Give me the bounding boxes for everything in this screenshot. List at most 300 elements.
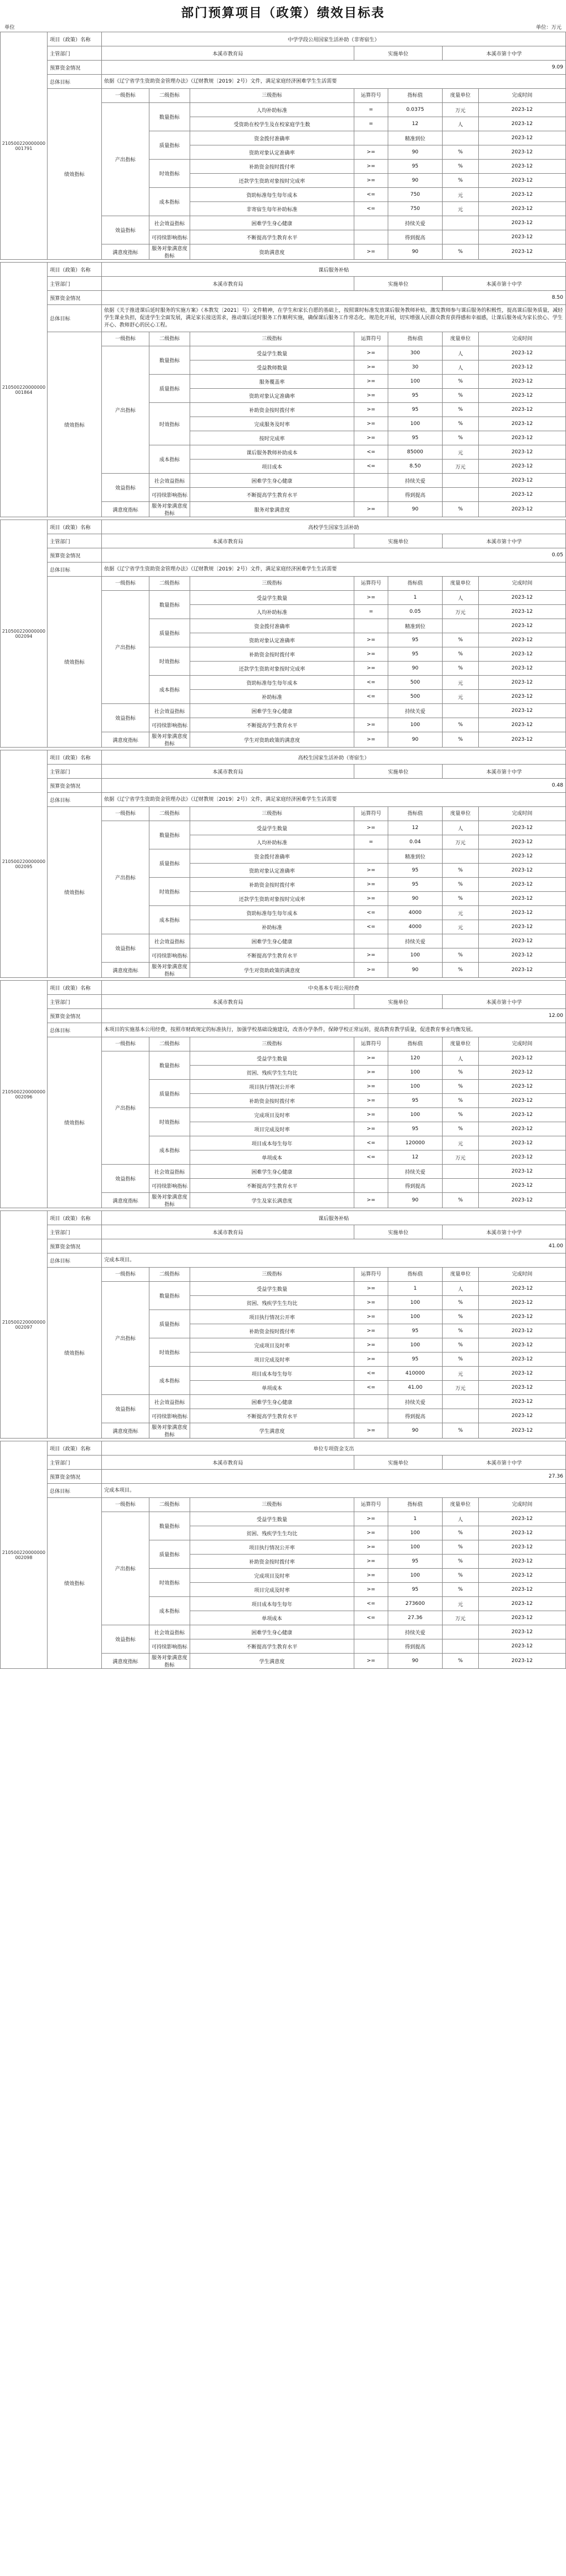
project-name-label: 项目（政策）名称 — [47, 520, 101, 534]
indicator-time: 2023-12 — [478, 1569, 565, 1583]
overall-goal: 完成本项目。 — [101, 1484, 565, 1498]
indicator-time: 2023-12 — [478, 963, 565, 978]
header-operator: 运算符号 — [354, 332, 388, 346]
indicator-level2: 质量指标 — [149, 131, 190, 160]
exec-unit-value: 本溪市第十中学 — [442, 1225, 565, 1239]
indicator-time: 2023-12 — [478, 244, 565, 260]
indicator-level3: 不断提高学生教育水平 — [190, 230, 354, 244]
indicator-operator: >= — [354, 732, 388, 748]
indicator-time: 2023-12 — [478, 1324, 565, 1338]
indicator-operator: >= — [354, 1353, 388, 1367]
indicator-unit: % — [442, 375, 478, 389]
indicator-value: 90 — [388, 963, 442, 978]
indicator-level2: 服务对象满意度指标 — [149, 732, 190, 748]
indicator-value: 100 — [388, 948, 442, 963]
indicator-value: 95 — [388, 647, 442, 662]
indicator-level3: 受益教师数量 — [190, 360, 354, 375]
perf-label: 绩效指标 — [47, 577, 101, 748]
indicator-level3: 学生满意度 — [190, 1423, 354, 1439]
indicator-level1: 效益指标 — [101, 1625, 149, 1654]
indicator-time: 2023-12 — [478, 389, 565, 403]
indicator-level3: 不断提高学生教育水平 — [190, 718, 354, 732]
indicator-row — [47, 591, 565, 605]
indicator-level3: 困难学生身心健康 — [190, 474, 354, 488]
project-code: 210500220000000002095 — [0, 750, 47, 978]
indicator-unit: % — [442, 892, 478, 906]
indicator-level3: 困难学生身心健康 — [190, 934, 354, 948]
indicator-level3: 完成项目及时率 — [190, 1108, 354, 1122]
funds-label: 预算资金情况 — [47, 1009, 101, 1023]
indicator-value: 90 — [388, 244, 442, 260]
indicator-time: 2023-12 — [478, 431, 565, 445]
indicator-unit: 万元 — [442, 835, 478, 849]
indicator-unit: % — [442, 145, 478, 160]
perf-label: 绩效指标 — [47, 807, 101, 978]
dept-value: 本溪市教育局 — [101, 46, 354, 61]
indicator-time: 2023-12 — [478, 1296, 565, 1310]
indicator-time: 2023-12 — [478, 591, 565, 605]
indicator-time: 2023-12 — [478, 864, 565, 878]
indicator-time: 2023-12 — [478, 1611, 565, 1625]
project-code: 210500220000000002094 — [0, 520, 47, 748]
dept-label: 主管部门 — [47, 765, 101, 779]
indicator-unit: 元 — [442, 676, 478, 690]
indicator-level3: 资助对象认定准确率 — [190, 389, 354, 403]
indicator-level2: 成本指标 — [149, 188, 190, 216]
indicator-operator: >= — [354, 403, 388, 417]
indicator-time: 2023-12 — [478, 230, 565, 244]
project-name: 高校生国家生活补助（寄宿生） — [101, 750, 565, 765]
indicator-time: 2023-12 — [478, 835, 565, 849]
header-level3: 三级指标 — [190, 332, 354, 346]
indicator-level2: 时效指标 — [149, 878, 190, 906]
indicator-level2: 可持续影响指标 — [149, 948, 190, 963]
indicator-row — [47, 1165, 565, 1179]
header-level3: 三级指标 — [190, 577, 354, 591]
indicator-level1: 满意度指标 — [101, 963, 149, 978]
indicator-value: 750 — [388, 188, 442, 202]
indicator-unit: % — [442, 948, 478, 963]
indicator-value: 得到提高 — [388, 1409, 442, 1423]
indicator-time: 2023-12 — [478, 718, 565, 732]
indicator-level1: 产出指标 — [101, 591, 149, 704]
indicator-unit: % — [442, 732, 478, 748]
indicator-level3: 项目完成及时率 — [190, 1583, 354, 1597]
project-name: 课后服务补贴 — [101, 1211, 565, 1225]
indicator-operator: >= — [354, 948, 388, 963]
indicator-operator: >= — [354, 1310, 388, 1324]
indicator-time: 2023-12 — [478, 704, 565, 718]
indicator-operator: >= — [354, 1526, 388, 1540]
indicator-time: 2023-12 — [478, 1179, 565, 1193]
dept-value: 本溪市教育局 — [101, 534, 354, 548]
project-list — [0, 32, 566, 1669]
indicator-time: 2023-12 — [478, 647, 565, 662]
indicator-row — [47, 1395, 565, 1409]
header-value: 指标值 — [388, 1268, 442, 1282]
indicator-level3: 单项成本 — [190, 1381, 354, 1395]
header-time: 完成时间 — [478, 577, 565, 591]
indicator-value: 90 — [388, 502, 442, 517]
indicator-value: 0.04 — [388, 835, 442, 849]
indicator-operator: <= — [354, 460, 388, 474]
indicator-value: 0.05 — [388, 605, 442, 619]
indicator-unit: % — [442, 718, 478, 732]
dept-value: 本溪市教育局 — [101, 765, 354, 779]
indicator-unit: % — [442, 502, 478, 517]
indicator-level3: 不断提高学生教育水平 — [190, 1409, 354, 1423]
header-level2: 二级指标 — [149, 807, 190, 821]
indicator-time: 2023-12 — [478, 906, 565, 920]
indicator-value: 95 — [388, 431, 442, 445]
indicator-operator: >= — [354, 431, 388, 445]
indicator-level2: 服务对象满意度指标 — [149, 1423, 190, 1439]
indicator-operator: >= — [354, 1512, 388, 1526]
overall-goal: 依据《辽宁省学生资助资金管理办法》（辽财教规〔2019〕2号）文件，满足家庭经济困难学生生活需要 — [101, 75, 565, 89]
indicator-operator: >= — [354, 1282, 388, 1296]
indicator-level2: 数量指标 — [149, 103, 190, 131]
dept-label: 主管部门 — [47, 1456, 101, 1470]
funds-value: 41.00 — [101, 1239, 565, 1253]
indicator-time: 2023-12 — [478, 1395, 565, 1409]
indicator-unit: 人 — [442, 1512, 478, 1526]
project-code: 210500220000000001864 — [0, 262, 47, 517]
indicator-level3: 项目执行情况公开率 — [190, 1310, 354, 1324]
overall-goal: 依据《关于推进课后延时服务的实施方案》（本教发〔2021〕号）文件精神，在学生和家长自愿的基础上，按照课时标准发放课后服务教师补贴，激发教师参与课后服务的积极性，提高课后服务质量，减轻学生课业负担，促进学生全面发展，满足家长接送需求，推动课后延时服务工作顺利实施，确保课后服务工作常态化、规范化开展，切实增强人民群众教育获得感和幸福感，让课后服务成为家长放心、学生开心、教师舒心的民心工程。 — [101, 305, 565, 332]
indicator-operator: >= — [354, 1555, 388, 1569]
exec-unit-label: 实施单位 — [354, 534, 442, 548]
org-label: 单位 — [5, 25, 15, 31]
indicator-time: 2023-12 — [478, 1409, 565, 1423]
indicator-time: 2023-12 — [478, 174, 565, 188]
indicator-level2: 成本指标 — [149, 1597, 190, 1625]
indicator-row — [47, 704, 565, 718]
indicator-level3: 受益学生数量 — [190, 1282, 354, 1296]
indicator-row — [47, 963, 565, 978]
exec-unit-label: 实施单位 — [354, 46, 442, 61]
indicator-operator — [354, 1409, 388, 1423]
indicator-level3: 资助标准每生每年成本 — [190, 676, 354, 690]
indicator-level2: 成本指标 — [149, 676, 190, 704]
overall-label: 总体目标 — [47, 75, 101, 89]
indicator-time: 2023-12 — [478, 1639, 565, 1654]
indicator-value: 95 — [388, 160, 442, 174]
indicator-row — [47, 1654, 565, 1669]
indicator-time: 2023-12 — [478, 1512, 565, 1526]
indicator-row — [47, 1625, 565, 1639]
indicator-time: 2023-12 — [478, 920, 565, 934]
project-block — [0, 750, 566, 978]
indicator-level2: 成本指标 — [149, 1136, 190, 1165]
header-unit: 度量单位 — [442, 577, 478, 591]
indicator-level3: 项目成本每生每年 — [190, 1136, 354, 1150]
indicator-level1: 效益指标 — [101, 934, 149, 963]
indicator-level1: 效益指标 — [101, 1165, 149, 1193]
indicator-level3: 困难学生身心健康 — [190, 1165, 354, 1179]
indicator-row — [47, 103, 565, 117]
indicator-value: 100 — [388, 1108, 442, 1122]
indicator-level2: 社会效益指标 — [149, 474, 190, 488]
indicator-level3: 补助资金按时拨付率 — [190, 1094, 354, 1108]
indicator-operator: >= — [354, 892, 388, 906]
indicator-unit: 人 — [442, 1282, 478, 1296]
indicator-level3: 项目完成及时率 — [190, 1353, 354, 1367]
exec-unit-value: 本溪市第十中学 — [442, 1456, 565, 1470]
indicator-level3: 困难学生身心健康 — [190, 1625, 354, 1639]
indicator-time: 2023-12 — [478, 1150, 565, 1165]
indicator-level1: 产出指标 — [101, 346, 149, 474]
indicator-row — [47, 1282, 565, 1296]
indicator-operator: >= — [354, 1066, 388, 1080]
project-table — [47, 980, 566, 1208]
project-name-label: 项目（政策）名称 — [47, 263, 101, 277]
indicator-operator — [354, 474, 388, 488]
indicator-time: 2023-12 — [478, 360, 565, 375]
header-level1: 一级指标 — [101, 332, 149, 346]
indicator-operator — [354, 704, 388, 718]
project-name-label: 项目（政策）名称 — [47, 981, 101, 995]
indicator-unit: % — [442, 244, 478, 260]
indicator-value: 41.00 — [388, 1381, 442, 1395]
indicator-operator — [354, 230, 388, 244]
indicator-time: 2023-12 — [478, 821, 565, 835]
indicator-value: 100 — [388, 1569, 442, 1583]
project-block — [0, 1210, 566, 1439]
overall-goal: 依据《辽宁省学生资助资金管理办法》（辽财教规〔2019〕2号）文件，满足家庭经济困难学生生活需要 — [101, 793, 565, 807]
indicator-row — [47, 244, 565, 260]
indicator-time: 2023-12 — [478, 1282, 565, 1296]
indicator-operator — [354, 849, 388, 864]
indicator-row — [47, 934, 565, 948]
indicator-level3: 完成服务及时率 — [190, 417, 354, 431]
indicator-operator: >= — [354, 718, 388, 732]
project-block — [0, 32, 566, 260]
indicator-unit — [442, 619, 478, 633]
indicator-level3: 项目成本 — [190, 460, 354, 474]
perf-label: 绩效指标 — [47, 89, 101, 260]
funds-label: 预算资金情况 — [47, 548, 101, 563]
indicator-unit: % — [442, 1583, 478, 1597]
indicator-level1: 效益指标 — [101, 704, 149, 732]
indicator-time: 2023-12 — [478, 934, 565, 948]
indicator-operator: <= — [354, 1150, 388, 1165]
indicator-value: 90 — [388, 1654, 442, 1669]
indicator-value: 12 — [388, 117, 442, 131]
indicator-unit — [442, 934, 478, 948]
table-meta — [0, 24, 566, 32]
header-level2: 二级指标 — [149, 1498, 190, 1512]
header-level1: 一级指标 — [101, 807, 149, 821]
dept-value: 本溪市教育局 — [101, 277, 354, 291]
indicator-operator: >= — [354, 1080, 388, 1094]
page-title: 部门预算项目（政策）绩效目标表 — [181, 6, 385, 20]
header-operator: 运算符号 — [354, 1037, 388, 1051]
indicator-value: 500 — [388, 690, 442, 704]
indicator-unit: 元 — [442, 1597, 478, 1611]
indicator-level3: 资金拨付准确率 — [190, 131, 354, 145]
indicator-unit — [442, 1639, 478, 1654]
indicator-value: 100 — [388, 375, 442, 389]
indicator-unit: % — [442, 1080, 478, 1094]
indicator-operator: >= — [354, 1654, 388, 1669]
indicator-unit: % — [442, 1324, 478, 1338]
indicator-row — [47, 502, 565, 517]
indicator-value: 100 — [388, 1066, 442, 1080]
dept-value: 本溪市教育局 — [101, 1456, 354, 1470]
indicator-value: 持续关爱 — [388, 1165, 442, 1179]
indicator-time: 2023-12 — [478, 676, 565, 690]
header-time: 完成时间 — [478, 332, 565, 346]
dept-label: 主管部门 — [47, 1225, 101, 1239]
indicator-value: 100 — [388, 1540, 442, 1555]
indicator-unit: % — [442, 1526, 478, 1540]
dept-value: 本溪市教育局 — [101, 995, 354, 1009]
indicator-level2: 成本指标 — [149, 906, 190, 934]
header-value: 指标值 — [388, 1498, 442, 1512]
indicator-level3: 项目成本每生每年 — [190, 1597, 354, 1611]
indicator-level2: 数量指标 — [149, 591, 190, 619]
perf-label: 绩效指标 — [47, 1268, 101, 1439]
indicator-time: 2023-12 — [478, 948, 565, 963]
indicator-operator: >= — [354, 1051, 388, 1066]
indicator-operator: <= — [354, 188, 388, 202]
indicator-value: 85000 — [388, 445, 442, 460]
header-level1: 一级指标 — [101, 577, 149, 591]
exec-unit-label: 实施单位 — [354, 995, 442, 1009]
indicator-operator — [354, 1165, 388, 1179]
funds-label: 预算资金情况 — [47, 61, 101, 75]
indicator-time: 2023-12 — [478, 1338, 565, 1353]
indicator-level3: 受益学生数量 — [190, 821, 354, 835]
indicator-level3: 学生满意度 — [190, 1654, 354, 1669]
indicator-level3: 服务对象满意度 — [190, 502, 354, 517]
indicator-unit — [442, 230, 478, 244]
indicator-unit: % — [442, 389, 478, 403]
indicator-time: 2023-12 — [478, 502, 565, 517]
header-unit: 度量单位 — [442, 332, 478, 346]
indicator-value: 持续关爱 — [388, 704, 442, 718]
indicator-value: 12 — [388, 1150, 442, 1165]
indicator-time: 2023-12 — [478, 202, 565, 216]
indicator-time: 2023-12 — [478, 619, 565, 633]
indicator-level2: 时效指标 — [149, 1338, 190, 1367]
indicator-time: 2023-12 — [478, 1136, 565, 1150]
header-level3: 三级指标 — [190, 1037, 354, 1051]
indicator-level3: 完成项目及时率 — [190, 1569, 354, 1583]
indicator-operator: >= — [354, 1108, 388, 1122]
indicator-value: 120000 — [388, 1136, 442, 1150]
indicator-value: 持续关爱 — [388, 216, 442, 230]
header-time: 完成时间 — [478, 1498, 565, 1512]
header-level3: 三级指标 — [190, 807, 354, 821]
indicator-unit: 元 — [442, 906, 478, 920]
funds-value: 0.05 — [101, 548, 565, 563]
indicator-value: 95 — [388, 1583, 442, 1597]
indicator-value: 得到提高 — [388, 230, 442, 244]
indicator-operator: >= — [354, 174, 388, 188]
indicator-operator: <= — [354, 906, 388, 920]
indicator-level3: 补助标准 — [190, 690, 354, 704]
indicator-level3: 资金拨付准确率 — [190, 849, 354, 864]
header-unit: 度量单位 — [442, 1498, 478, 1512]
indicator-time: 2023-12 — [478, 1122, 565, 1136]
indicator-unit: 元 — [442, 1367, 478, 1381]
indicator-level3: 服务覆盖率 — [190, 375, 354, 389]
indicator-level3: 不断提高学生教育水平 — [190, 948, 354, 963]
dept-label: 主管部门 — [47, 46, 101, 61]
indicator-unit: % — [442, 431, 478, 445]
indicator-level2: 服务对象满意度指标 — [149, 1654, 190, 1669]
indicator-level3: 资助对象认定准确率 — [190, 633, 354, 647]
indicator-unit: 元 — [442, 690, 478, 704]
indicator-unit: 人 — [442, 821, 478, 835]
indicator-unit: % — [442, 1338, 478, 1353]
indicator-value: 95 — [388, 1094, 442, 1108]
indicator-time: 2023-12 — [478, 460, 565, 474]
indicator-level3: 不断提高学生教育水平 — [190, 488, 354, 502]
dept-label: 主管部门 — [47, 995, 101, 1009]
indicator-value: 持续关爱 — [388, 934, 442, 948]
indicator-unit: % — [442, 1353, 478, 1367]
indicator-time: 2023-12 — [478, 1555, 565, 1569]
indicator-operator: >= — [354, 963, 388, 978]
header-operator: 运算符号 — [354, 89, 388, 103]
indicator-operator — [354, 131, 388, 145]
indicator-operator: <= — [354, 445, 388, 460]
indicator-level2: 社会效益指标 — [149, 1625, 190, 1639]
indicator-operator: >= — [354, 1296, 388, 1310]
indicator-operator: >= — [354, 244, 388, 260]
project-name: 课后服务补贴 — [101, 263, 565, 277]
indicator-level2: 可持续影响指标 — [149, 1179, 190, 1193]
header-unit: 度量单位 — [442, 1037, 478, 1051]
indicator-level1: 满意度指标 — [101, 244, 149, 260]
header-level1: 一级指标 — [101, 1268, 149, 1282]
indicator-level2: 质量指标 — [149, 1080, 190, 1108]
indicator-level1: 满意度指标 — [101, 1423, 149, 1439]
indicator-operator — [354, 619, 388, 633]
indicator-operator: >= — [354, 1324, 388, 1338]
indicator-unit: % — [442, 864, 478, 878]
indicator-level3: 按时完成率 — [190, 431, 354, 445]
unit-label: 单位：万元 — [535, 25, 561, 31]
project-name-label: 项目（政策）名称 — [47, 1211, 101, 1225]
indicator-row — [47, 474, 565, 488]
indicator-unit: % — [442, 1555, 478, 1569]
header-unit: 度量单位 — [442, 1268, 478, 1282]
project-table — [47, 32, 566, 260]
indicator-value: 90 — [388, 892, 442, 906]
indicator-unit — [442, 488, 478, 502]
indicator-level2: 时效指标 — [149, 1108, 190, 1136]
header-level1: 一级指标 — [101, 1037, 149, 1051]
indicator-value: 8.50 — [388, 460, 442, 474]
indicator-level2: 时效指标 — [149, 403, 190, 445]
indicator-unit: 人 — [442, 346, 478, 360]
indicator-level2: 成本指标 — [149, 445, 190, 474]
indicator-value: 90 — [388, 1193, 442, 1208]
indicator-value: 95 — [388, 1555, 442, 1569]
indicator-level3: 不断提高学生教育水平 — [190, 1179, 354, 1193]
indicator-operator: >= — [354, 591, 388, 605]
indicator-level1: 效益指标 — [101, 1395, 149, 1423]
indicator-operator: >= — [354, 502, 388, 517]
indicator-time: 2023-12 — [478, 1353, 565, 1367]
header-operator: 运算符号 — [354, 577, 388, 591]
indicator-value: 750 — [388, 202, 442, 216]
indicator-row — [47, 1051, 565, 1066]
indicator-level3: 资助满意度 — [190, 244, 354, 260]
